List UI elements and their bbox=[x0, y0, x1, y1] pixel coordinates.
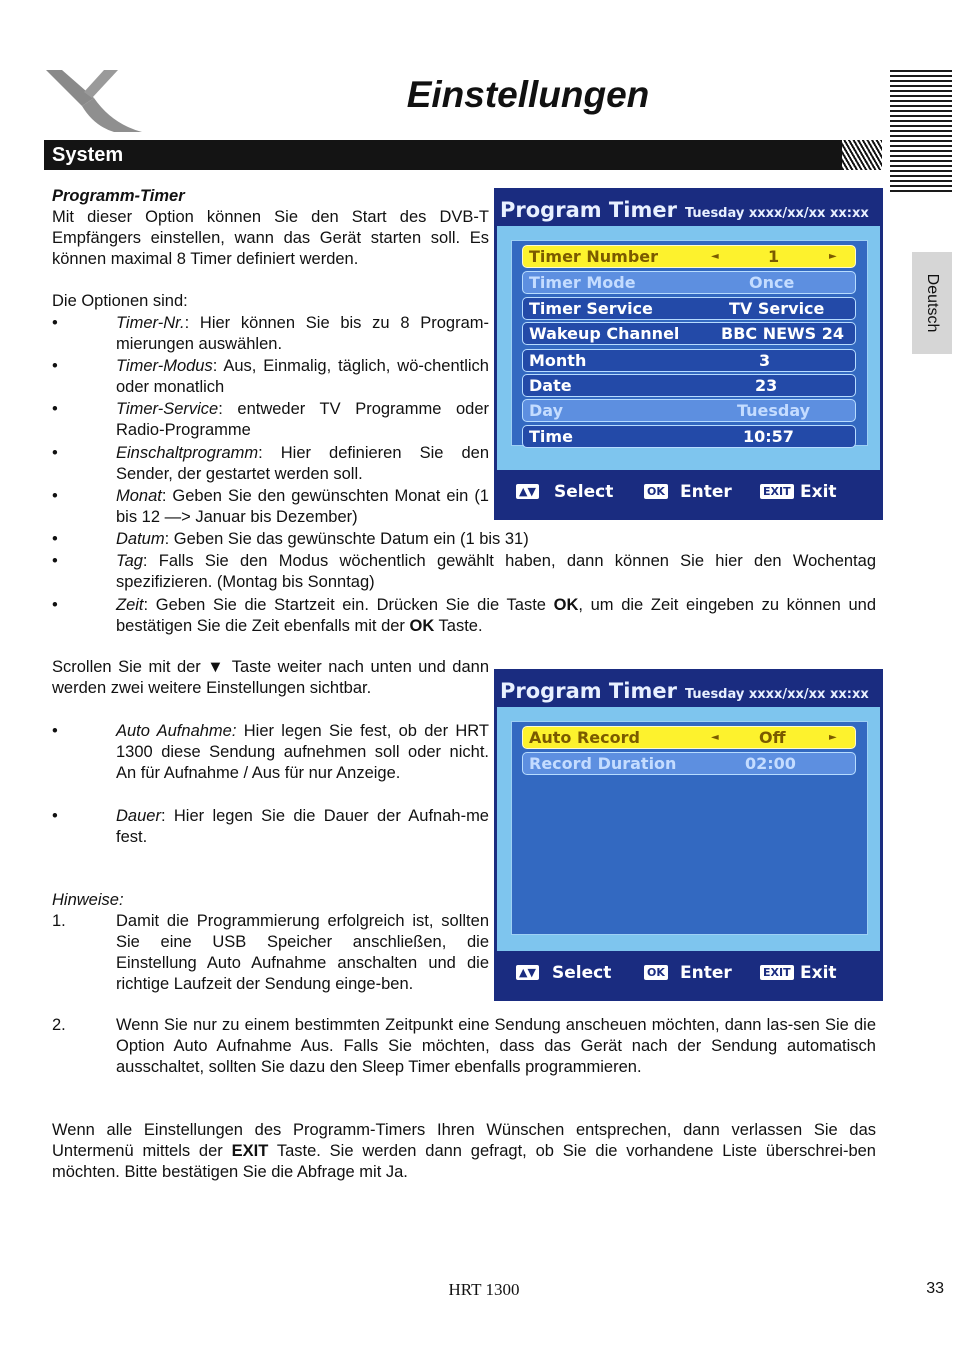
notes-heading: Hinweise: bbox=[52, 891, 124, 909]
intro-heading: Programm-Timer bbox=[52, 187, 185, 205]
exit-key-icon: EXIT bbox=[760, 965, 794, 980]
updown-key-icon: ▲▼ bbox=[516, 484, 539, 499]
menu-list bbox=[511, 721, 868, 935]
exit-hint: Exit bbox=[800, 482, 837, 502]
screen-footer bbox=[494, 961, 883, 993]
menu-row-time[interactable]: Time 10:57 bbox=[522, 425, 856, 448]
program-timer-screen-2 bbox=[494, 669, 883, 1001]
section-bar-pattern bbox=[842, 140, 882, 170]
language-tab: Deutsch bbox=[912, 252, 952, 354]
menu-row-record-duration[interactable]: Record Duration 02:00 bbox=[522, 752, 856, 775]
menu-row-day[interactable]: Day Tuesday bbox=[522, 399, 856, 422]
closing-text: Wenn alle Einstellungen des Programm-Timers Ihren Wünschen entsprechen, dann verlassen Sie das Untermenü mittels der EXIT Taste. Sie werden dann gefragt, ob Sie die vorhandene Liste überschrei-ben möchten. Bitte bestätigen Sie die Abfrage mit Ja. bbox=[52, 1121, 876, 1181]
select-hint: Select bbox=[554, 482, 614, 502]
enter-hint: Enter bbox=[680, 963, 732, 983]
screen-footer bbox=[494, 480, 883, 512]
menu-row-date[interactable]: Date 23 bbox=[522, 374, 856, 397]
screen-header: Program Timer Tuesday xxxx/xx/xx xx:xx bbox=[500, 679, 869, 703]
page-title: Einstellungen bbox=[406, 74, 650, 115]
section-bar bbox=[44, 140, 882, 170]
page-number: 33 bbox=[926, 1280, 944, 1297]
menu-row-timer-mode[interactable]: Timer Mode Once bbox=[522, 271, 856, 294]
decorative-stripes bbox=[890, 70, 952, 194]
ok-key-icon: OK bbox=[644, 484, 668, 499]
menu-row-timer-service[interactable]: Timer Service TV Service bbox=[522, 297, 856, 320]
footer-model: HRT 1300 bbox=[448, 1280, 520, 1299]
menu-row-timer-number[interactable]: Timer Number ◄ 1 ► bbox=[522, 245, 856, 268]
intro-text: Mit dieser Option können Sie den Start des DVB-T Empfängers einstellen, wann das Gerät starten soll. Es können maximal 8 Timer definiert werden. bbox=[52, 208, 489, 268]
screen-header: Program Timer Tuesday xxxx/xx/xx xx:xx bbox=[500, 198, 869, 222]
ok-key-icon: OK bbox=[644, 965, 668, 980]
screen-panel bbox=[497, 226, 880, 470]
exit-key-icon: EXIT bbox=[760, 484, 794, 499]
enter-hint: Enter bbox=[680, 482, 732, 502]
menu-list bbox=[511, 240, 868, 446]
program-timer-screen-1 bbox=[494, 188, 883, 520]
left-arrow-icon: ◄ bbox=[711, 732, 719, 743]
scroll-text: Scrollen Sie mit der ▼ Taste weiter nach unten und dann werden zwei weitere Einstellungen sichtbar. bbox=[52, 658, 489, 697]
right-arrow-icon: ► bbox=[829, 251, 837, 262]
options-label: Die Optionen sind: bbox=[52, 292, 188, 310]
menu-row-month[interactable]: Month 3 bbox=[522, 349, 856, 372]
menu-row-auto-record[interactable]: Auto Record ◄ Off ► bbox=[522, 726, 856, 749]
intro-block bbox=[52, 186, 489, 312]
select-hint: Select bbox=[552, 963, 612, 983]
right-arrow-icon: ► bbox=[829, 732, 837, 743]
left-arrow-icon: ◄ bbox=[711, 251, 719, 262]
exit-hint: Exit bbox=[800, 963, 837, 983]
menu-row-wakeup-channel[interactable]: Wakeup Channel BBC NEWS 24 bbox=[522, 322, 856, 345]
updown-key-icon: ▲▼ bbox=[516, 965, 539, 980]
screen-panel bbox=[497, 707, 880, 951]
section-title: System bbox=[52, 144, 124, 166]
